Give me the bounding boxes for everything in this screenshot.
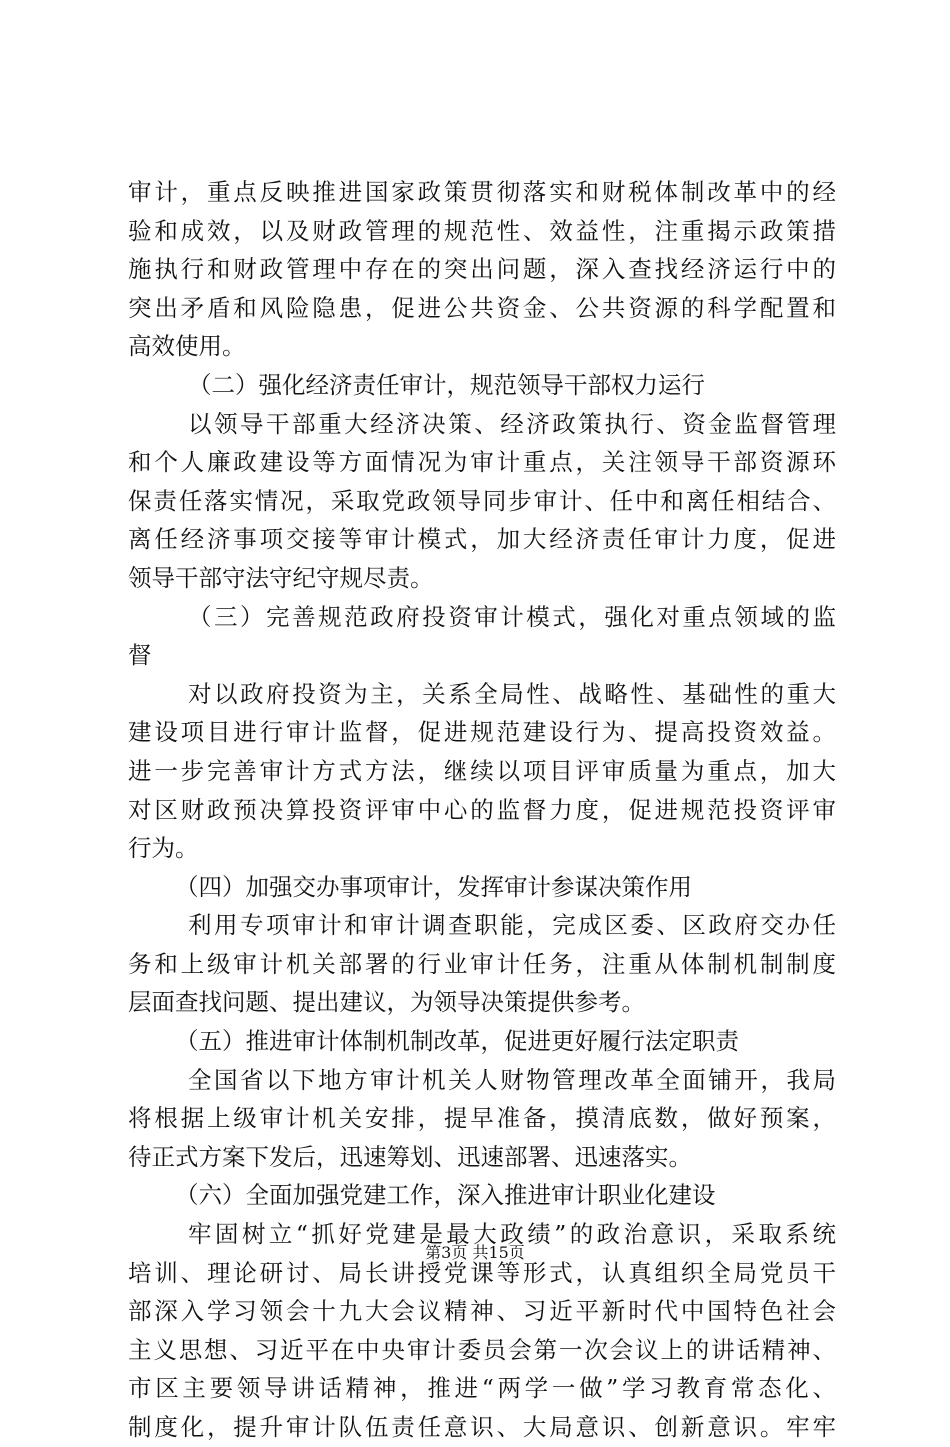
section-heading: （二）强化经济责任审计，规范领导干部权力运行 <box>188 370 705 399</box>
section-heading: （五）推进审计体制机制改革，促进更好履行法定职责 <box>175 1027 739 1056</box>
text-line: 高效使用。 <box>128 332 246 361</box>
text-line: 市区主要领导讲话精神，推进“两学一做”学习教育常态化、 <box>128 1374 836 1403</box>
text-line: 利用专项审计和审计调查职能，完成区委、区政府交办任 <box>188 911 836 940</box>
text-line: 牢固树立“抓好党建是最大政绩”的政治意识，采取系统 <box>188 1220 836 1249</box>
text-line: 建设项目进行审计监督，促进规范建设行为、提高投资效益。 <box>128 718 836 747</box>
text-line: 领导干部守法守纪守规尽责。 <box>128 563 434 592</box>
text-line: 保责任落实情况，采取党政领导同步审计、任中和离任相结合、 <box>128 486 836 515</box>
text-line: 对以政府投资为主，关系全局性、战略性、基础性的重大 <box>188 679 836 708</box>
text-line: 制度化，提升审计队伍责任意识、大局意识、创新意识。牢牢 <box>128 1413 836 1441</box>
section-heading-continued: 督 <box>128 641 152 670</box>
text-line: 施执行和财政管理中存在的突出问题，深入查找经济运行中的 <box>128 255 836 284</box>
text-line: 部深入学习领会十九大会议精神、习近平新时代中国特色社会 <box>128 1297 836 1326</box>
text-line: 培训、理论研讨、局长讲授党课等形式，认真组织全局党员干 <box>128 1258 836 1287</box>
section-heading: （四）加强交办事项审计，发挥审计参谋决策作用 <box>175 872 692 901</box>
text-line: 突出矛盾和风险隐患，促进公共资金、公共资源的科学配置和 <box>128 293 836 322</box>
text-line: 离任经济事项交接等审计模式，加大经济责任审计力度，促进 <box>128 525 836 554</box>
text-line: 和个人廉政建设等方面情况为审计重点，关注领导干部资源环 <box>128 448 836 477</box>
text-line: 验和成效，以及财政管理的规范性、效益性，注重揭示政策措 <box>128 216 836 245</box>
text-line: 以领导干部重大经济决策、经济政策执行、资金监督管理 <box>188 409 836 438</box>
text-line: 将根据上级审计机关安排，提早准备，摸清底数，做好预案， <box>128 1104 836 1133</box>
section-heading: （三）完善规范政府投资审计模式，强化对重点领域的监 <box>188 602 836 631</box>
text-line: 审计，重点反映推进国家政策贯彻落实和财税体制改革中的经 <box>128 178 836 206</box>
text-line: 对区财政预决算投资评审中心的监督力度，促进规范投资评审 <box>128 795 836 824</box>
text-line: 层面查找问题、提出建议，为领导决策提供参考。 <box>128 988 645 1017</box>
text-line: 进一步完善审计方式方法，继续以项目评审质量为重点，加大 <box>128 756 836 785</box>
page-number-footer: 第3页 共15页 <box>425 1243 525 1262</box>
text-line: 主义思想、习近平在中央审计委员会第一次会议上的讲话精神、 <box>128 1335 836 1364</box>
text-line: 务和上级审计机关部署的行业审计任务，注重从体制机制制度 <box>128 949 836 978</box>
text-line: 待正式方案下发后，迅速筹划、迅速部署、迅速落实。 <box>128 1142 692 1171</box>
section-heading: （六）全面加强党建工作，深入推进审计职业化建设 <box>175 1181 716 1210</box>
text-line: 全国省以下地方审计机关人财物管理改革全面铺开，我局 <box>188 1065 836 1094</box>
text-line: 行为。 <box>128 834 199 863</box>
